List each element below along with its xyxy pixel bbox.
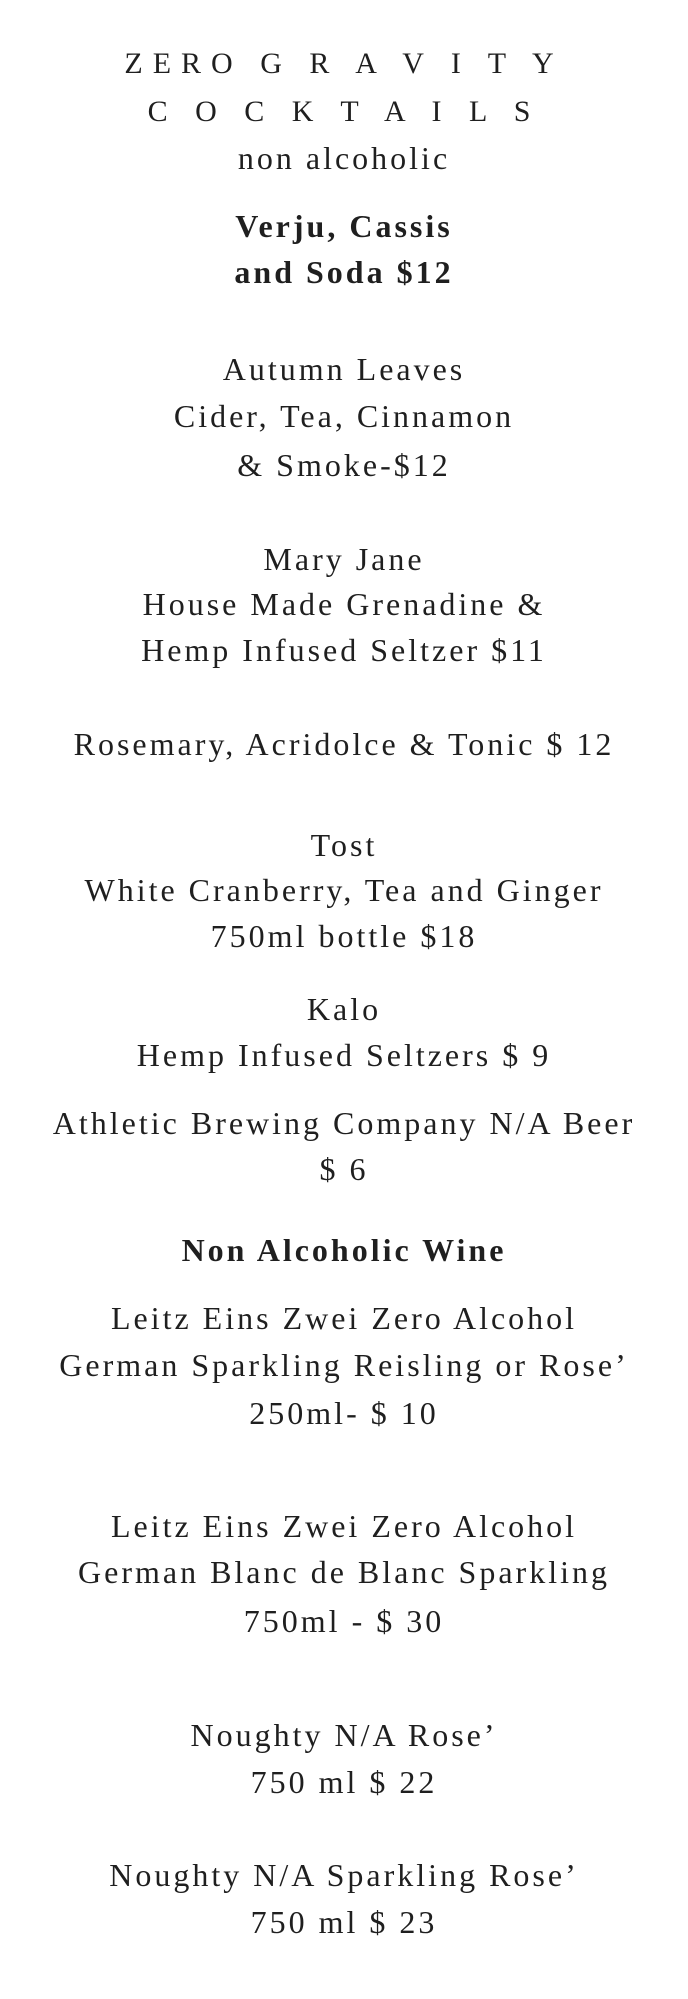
item-autumn-line-1: Cider, Tea, Cinnamon (173, 398, 515, 434)
item-athletic-line-2: $ 6 (319, 1151, 369, 1187)
item-tost-line-2: 750ml bottle $18 (210, 918, 478, 954)
wine-leitz-1-line-1: Leitz Eins Zwei Zero Alcohol (110, 1300, 578, 1336)
wine-section-heading: Non Alcoholic Wine (181, 1232, 507, 1268)
menu-subtitle: non alcoholic (237, 140, 451, 176)
item-verju-line-2: and Soda $12 (234, 254, 454, 290)
item-kalo-line-1: Hemp Infused Seltzers $ 9 (136, 1037, 552, 1073)
menu-title-line-2: C O C K T A I L S (147, 95, 541, 128)
wine-noughty-2-line-2: 750 ml $ 23 (250, 1904, 438, 1940)
wine-leitz-1-line-3: 250ml- $ 10 (249, 1395, 439, 1431)
menu-title-line-1: ZERO G R A V I T Y (124, 47, 564, 80)
item-athletic-line-1: Athletic Brewing Company N/A Beer (52, 1105, 636, 1141)
item-autumn-line-2: & Smoke-$12 (237, 447, 451, 483)
item-rosemary: Rosemary, Acridolce & Tonic $ 12 (73, 726, 615, 762)
item-autumn-name: Autumn Leaves (222, 351, 466, 387)
item-mary-name: Mary Jane (263, 541, 425, 577)
wine-noughty-2-line-1: Noughty N/A Sparkling Rose’ (109, 1857, 579, 1893)
wine-noughty-1-line-2: 750 ml $ 22 (250, 1764, 438, 1800)
wine-leitz-1-line-2: German Sparkling Reisling or Rose’ (59, 1347, 629, 1383)
wine-leitz-2-line-3: 750ml - $ 30 (243, 1603, 445, 1639)
wine-leitz-2-line-2: German Blanc de Blanc Sparkling (78, 1554, 610, 1590)
wine-leitz-2-line-1: Leitz Eins Zwei Zero Alcohol (110, 1508, 578, 1544)
item-tost-line-1: White Cranberry, Tea and Ginger (84, 872, 604, 908)
item-kalo-name: Kalo (306, 991, 382, 1027)
item-tost-name: Tost (310, 827, 378, 863)
item-mary-line-2: Hemp Infused Seltzer $11 (141, 632, 547, 668)
wine-noughty-1-line-1: Noughty N/A Rose’ (190, 1717, 498, 1753)
item-mary-line-1: House Made Grenadine & (142, 586, 546, 622)
item-verju-line-1: Verju, Cassis (235, 208, 453, 244)
